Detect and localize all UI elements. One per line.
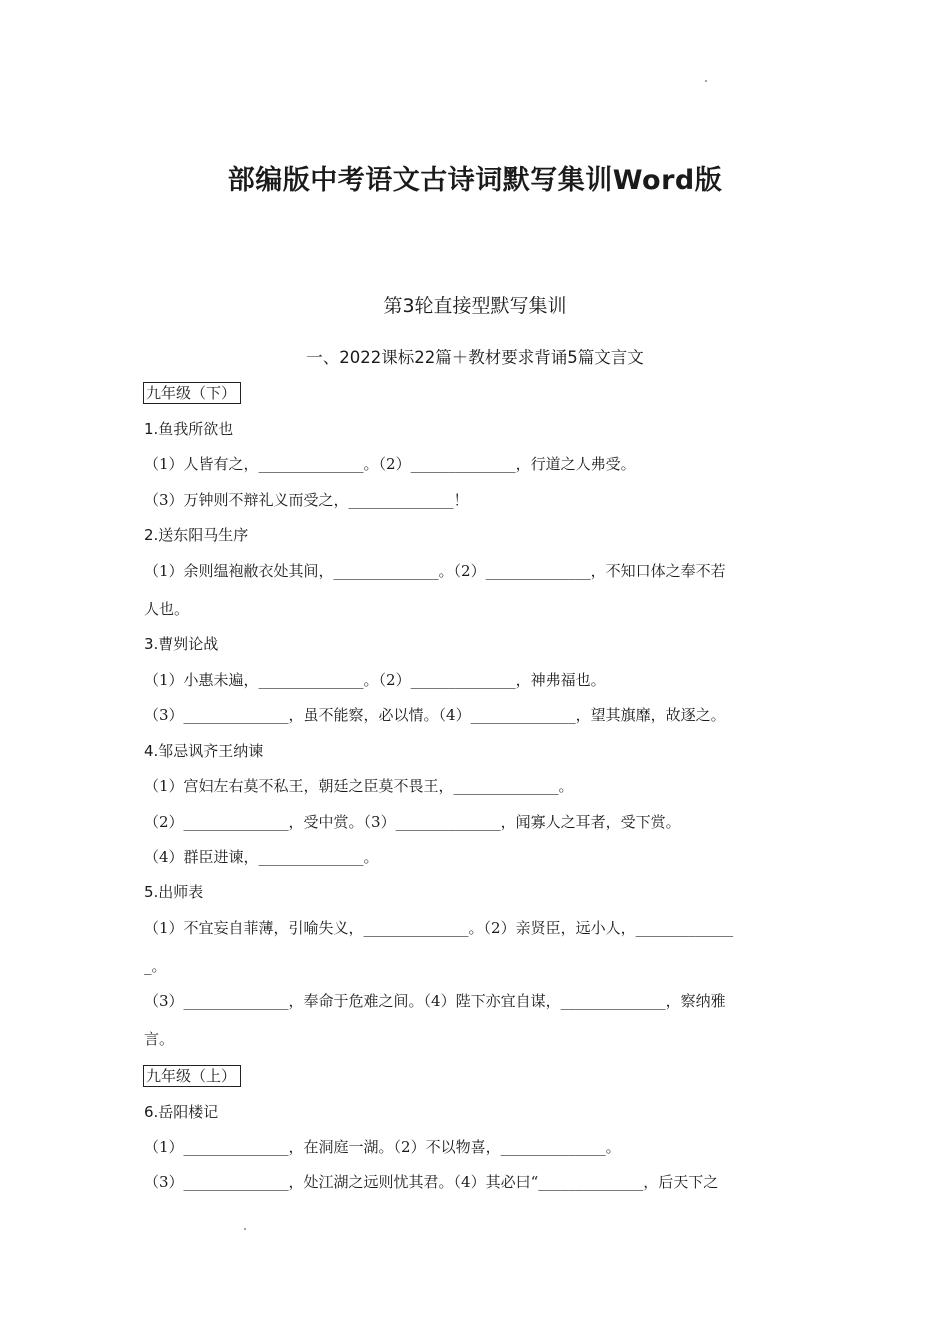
grade-label-down: 九年级（下） <box>143 382 241 404</box>
document-title: 部编版中考语文古诗词默写集训Word版 <box>227 165 723 196</box>
question-line: （2）______________，受中赏。（3）______________，闻寡人之耳者，受下赏。 <box>144 813 681 831</box>
question-line: （1）人皆有之，______________。（2）______________，行道之人弗受。 <box>144 455 636 473</box>
question-line: （1）______________，在洞庭一湖。（2）不以物喜，______________。 <box>144 1138 621 1156</box>
question-line: （1）不宜妄自菲薄，引喻失义，______________。（2）亲贤臣，远小人，_____________ <box>144 919 734 937</box>
question-line: （1）余则缊袍敝衣处其间，______________。（2）______________，不知口体之奉不若 <box>144 562 726 580</box>
question-line: （3）______________，处江湖之远则忧其君。（4）其必曰“______________，后天下之 <box>144 1173 719 1191</box>
question-line: （3）______________，奉命于危难之间。（4）陛下亦宜自谋，______________，察纳雅 <box>144 992 726 1010</box>
question-line: （3）______________，虽不能察，必以情。（4）______________，望其旗靡，故逐之。 <box>144 706 726 724</box>
question-line: （4）群臣进谏，______________。 <box>144 848 379 866</box>
question-line: （1）宫妇左右莫不私王，朝廷之臣莫不畏王，______________。 <box>144 777 574 795</box>
question-line: 人也。 <box>144 600 190 618</box>
question-line: （1）小惠未遍，______________。（2）______________，神弗福也。 <box>144 671 606 689</box>
question-line: 言。 <box>144 1030 175 1048</box>
grade-label-up: 九年级（上） <box>143 1065 241 1087</box>
corner-dot-bottom <box>244 1228 246 1230</box>
item-heading-5: 5.出师表 <box>144 883 204 901</box>
item-heading-3: 3.曹刿论战 <box>144 635 219 653</box>
question-line: _。 <box>144 957 167 975</box>
item-heading-4: 4.邹忌讽齐王纳谏 <box>144 742 264 760</box>
section-heading: 一、2022课标22篇＋教材要求背诵5篇文言文 <box>306 348 644 367</box>
item-heading-6: 6.岳阳楼记 <box>144 1103 219 1121</box>
item-heading-2: 2.送东阳马生序 <box>144 526 249 544</box>
item-heading-1: 1.鱼我所欲也 <box>144 420 234 438</box>
corner-dot-top <box>705 80 707 82</box>
question-line: （3）万钟则不辩礼义而受之，______________！ <box>144 491 469 509</box>
document-subtitle: 第3轮直接型默写集训 <box>383 295 567 317</box>
